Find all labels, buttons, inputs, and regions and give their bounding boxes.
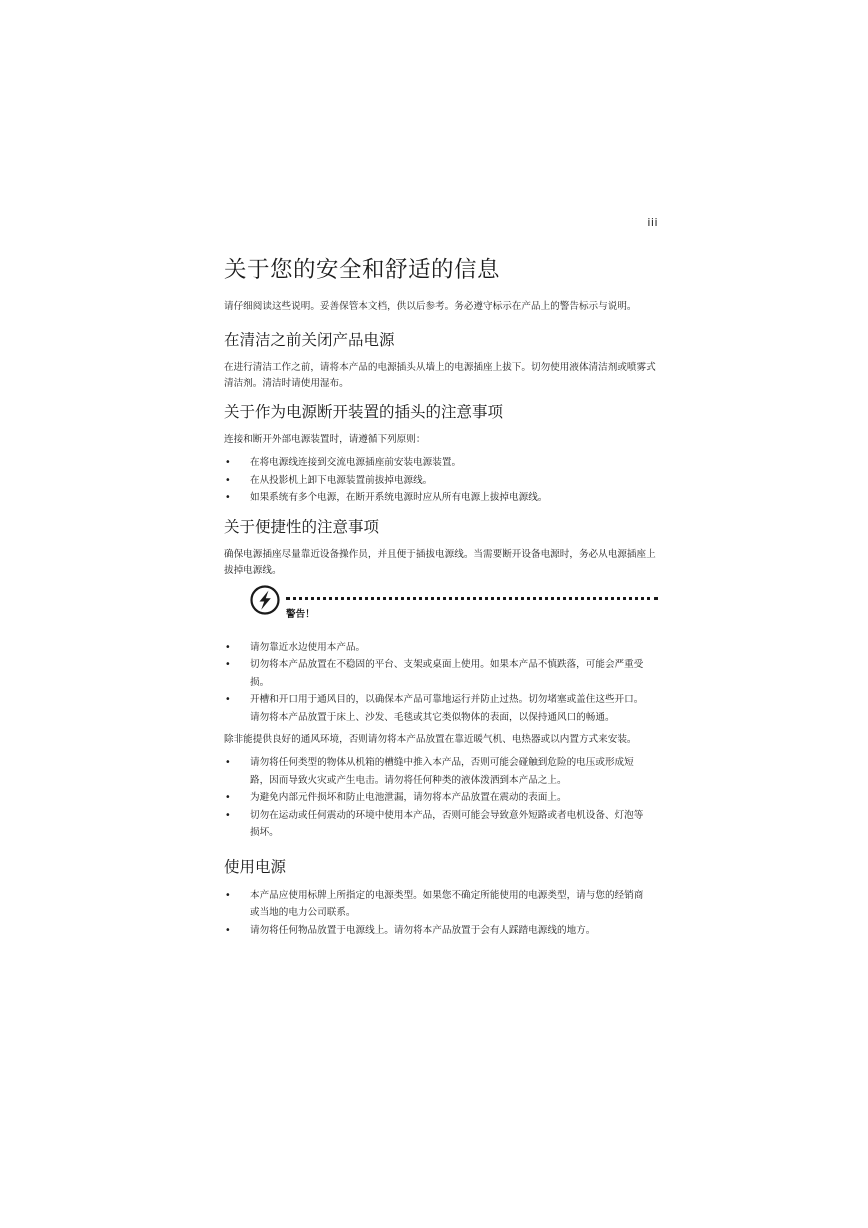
accessibility-bullet-list-a — [224, 639, 658, 727]
bullet-dot: • — [225, 474, 231, 486]
bullet-dot: • — [225, 809, 231, 821]
section-heading-plug: 关于作为电源断开装置的插头的注意事项 — [224, 403, 504, 421]
warning-divider — [286, 597, 658, 600]
bullet-dot: • — [225, 457, 231, 468]
accessibility-paragraph: 确保电源插座尽量靠近设备操作员，并且便于插拔电源线。当需要断开设备电源时，务必从电源插座上拔掉电源线。 — [224, 548, 656, 576]
list-item — [224, 472, 658, 490]
warning-block — [224, 585, 658, 639]
list-item — [224, 691, 658, 726]
list-item — [224, 807, 658, 842]
list-item-text: 请勿将任何物品放置于电源线上。请勿将本产品放置于会有人踩踏电源线的地方。 — [250, 924, 596, 936]
bullet-dot: • — [225, 757, 231, 768]
section-heading-power: 使用电源 — [224, 857, 287, 876]
list-item — [224, 887, 658, 922]
list-item-text: 切勿在运动或任何震动的环境中使用本产品，否则可能会导致意外短路或者电机设备、灯泡等损坏。 — [250, 809, 644, 838]
bullet-dot: • — [225, 492, 231, 503]
bullet-dot: • — [225, 889, 231, 901]
list-item-text: 请勿靠近水边使用本产品。 — [250, 641, 366, 653]
warning-label: 警告！ — [286, 608, 315, 620]
plug-bullet-list — [224, 454, 658, 507]
bullet-dot: • — [225, 924, 231, 936]
list-item — [224, 754, 658, 789]
list-item — [224, 789, 658, 807]
cleaning-paragraph: 在进行清洁工作之前，请将本产品的电源插头从墙上的电源插座上拔下。切勿使用液体清洁剂或喷雾式清洁剂。清洁时请使用湿布。 — [224, 362, 656, 389]
list-item-text: 在将电源线连接到交流电源插座前安装电源装置。 — [250, 457, 462, 468]
list-item — [224, 656, 658, 691]
bullet-dot: • — [225, 641, 231, 653]
list-item-text: 请勿将任何类型的物体从机箱的槽缝中推入本产品，否则可能会碰触到危险的电压或形成短路，因而导致火灾或产生电击。请勿将任何种类的液体泼洒到本产品之上。 — [250, 757, 634, 786]
lightning-hazard-icon — [250, 585, 280, 615]
list-item-text: 在从投影机上卸下电源装置前拔掉电源线。 — [250, 474, 433, 486]
bullet-dot: • — [225, 792, 231, 803]
list-item — [224, 454, 658, 472]
bullet-dot: • — [225, 694, 231, 705]
accessibility-bullet-list-b — [224, 754, 658, 842]
list-item — [224, 922, 658, 940]
list-item-text: 开槽和开口用于通风目的，以确保本产品可靠地运行并防止过热。切勿堵塞或盖住这些开口。请勿将本产品放置于床上、沙发、毛毯或其它类似物体的表面，以保持通风口的畅通。 — [250, 694, 644, 723]
intro-paragraph: 请仔细阅读这些说明。妥善保管本文档，供以后参考。务必遵守标示在产品上的警告标示与说明。 — [224, 301, 637, 312]
list-item-text: 为避免内部元件损坏和防止电池泄漏，请勿将本产品放置在震动的表面上。 — [250, 792, 567, 803]
section-heading-accessibility: 关于便捷性的注意事项 — [224, 517, 380, 536]
plug-paragraph: 连接和断开外部电源装置时，请遵循下列原则： — [224, 434, 426, 445]
list-item-text: 如果系统有多个电源，在断开系统电源时应从所有电源上拔掉电源线。 — [250, 492, 548, 503]
page-title: 关于您的安全和舒适的信息 — [224, 257, 501, 283]
document-body — [224, 254, 658, 939]
list-item — [224, 639, 658, 657]
list-item-text: 本产品应使用标牌上所指定的电源类型。如果您不确定所能使用的电源类型，请与您的经销商或当地的电力公司联系。 — [250, 889, 644, 918]
page-number: iii — [647, 216, 658, 229]
list-item — [224, 489, 658, 507]
power-bullet-list — [224, 887, 658, 940]
list-item-text: 切勿将本产品放置在不稳固的平台、支架或桌面上使用。如果本产品不慎跌落，可能会严重受损。 — [250, 659, 644, 688]
bullet-dot: • — [225, 659, 231, 670]
section-heading-cleaning: 在清洁之前关闭产品电源 — [224, 331, 395, 349]
ventilation-paragraph: 除非能提供良好的通风环境，否则请勿将本产品放置在靠近暖气机、电热器或以内置方式来安装。 — [224, 734, 637, 745]
